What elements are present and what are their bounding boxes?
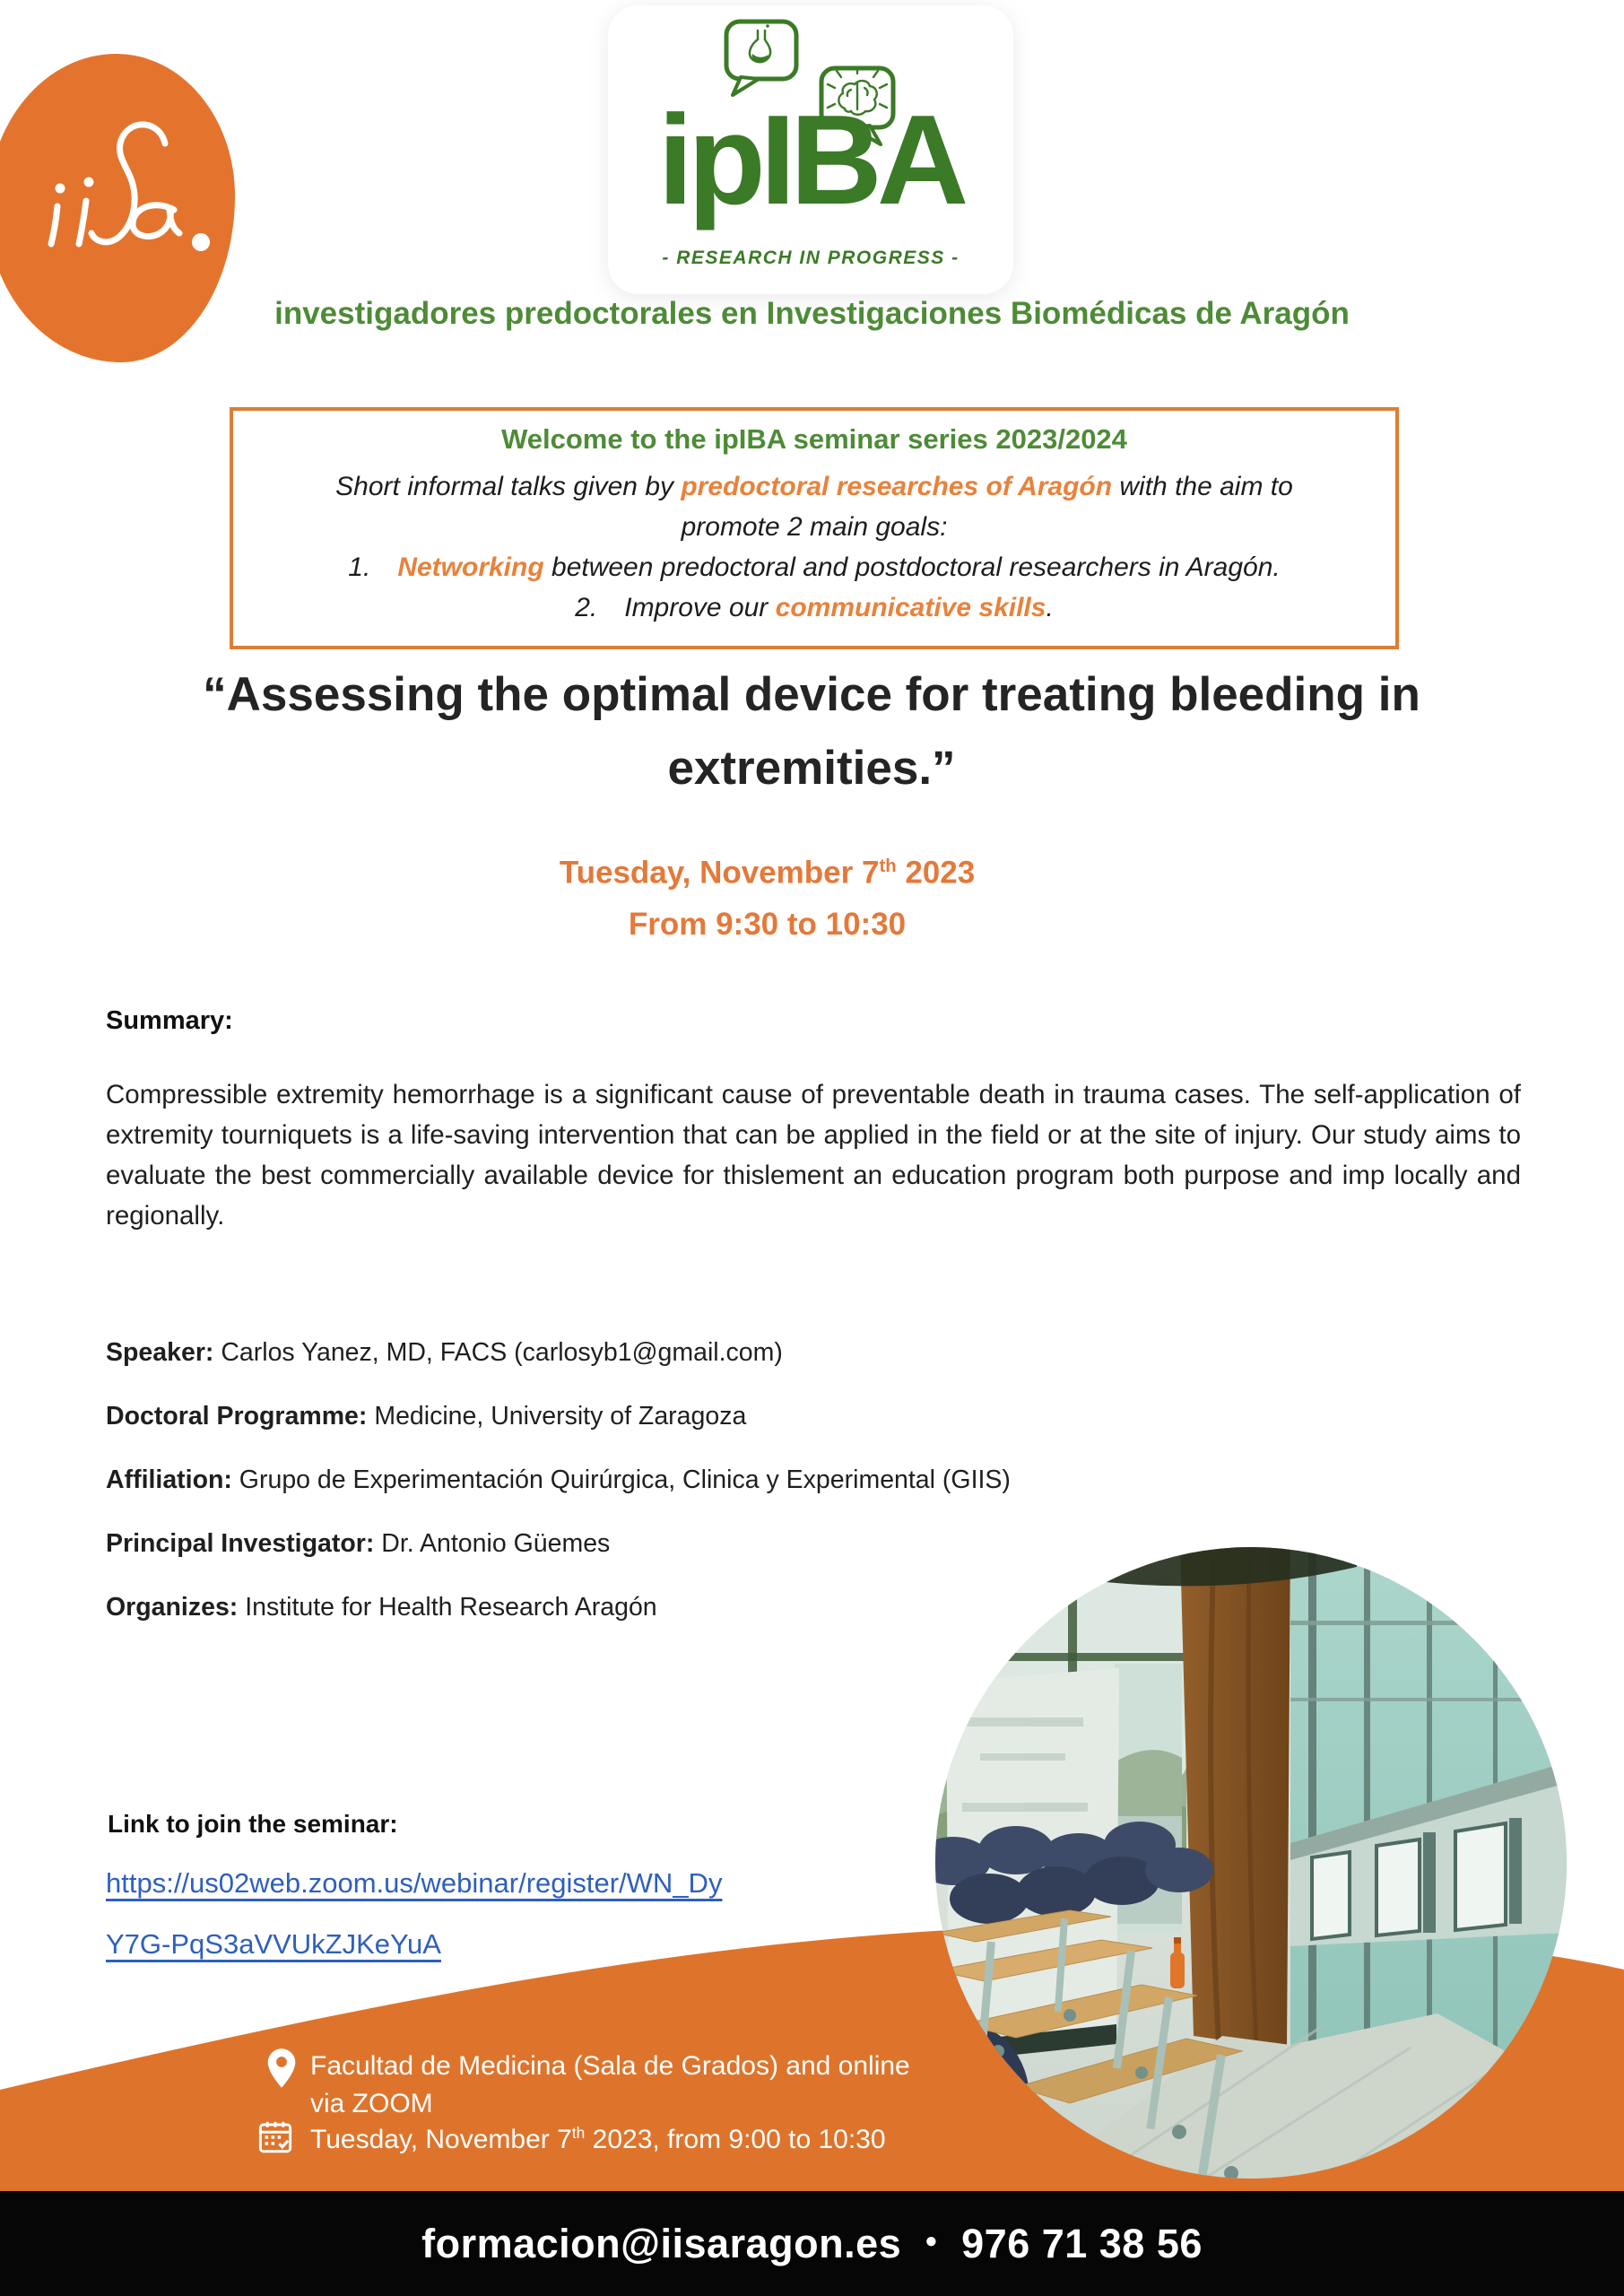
seminar-time-line: From 9:30 to 10:30 (628, 906, 907, 942)
goal-1-highlight: Networking (397, 552, 544, 582)
welcome-title: Welcome to the ipIBA seminar series 2023/2024 (501, 423, 1127, 455)
location-line1: Facultad de Medicina (Sala de Grados) and online (310, 2051, 910, 2081)
zoom-register-link-line1[interactable]: https://us02web.zoom.us/webinar/register/WN_Dy (106, 1867, 723, 1899)
contact-email: formacion@iisaragon.es (421, 2220, 902, 2266)
detail-organizes (106, 1593, 1011, 1622)
seminar-room-photo (935, 1547, 1567, 2179)
goal-2-post: . (1046, 593, 1054, 622)
detail-affiliation-label: Affiliation: (106, 1465, 232, 1494)
date-post: 2023 (896, 855, 976, 891)
footer-date-text (310, 2124, 886, 2155)
detail-organizes-label: Organizes: (106, 1593, 239, 1622)
contact-phone: 976 71 38 56 (961, 2220, 1203, 2266)
detail-pi-label: Principal Investigator: (106, 1529, 375, 1558)
detail-pi-value: Dr. Antonio Güemes (374, 1529, 611, 1558)
goal-2-pre: Improve our (624, 593, 776, 622)
ipiba-tagline: - RESEARCH IN PROGRESS - (662, 248, 960, 268)
footer-date-ordinal: th (571, 2124, 586, 2142)
detail-affiliation-value: Grupo de Experimentación Quirúrgica, Clinica y Experimental (GIIS) (231, 1465, 1011, 1494)
ipiba-logo-card (608, 5, 1013, 294)
footer-date-pre: Tuesday, November 7 (310, 2125, 572, 2154)
date-pre: Tuesday, November 7 (559, 855, 880, 891)
detail-speaker (106, 1338, 1011, 1368)
detail-doctoral-programme (106, 1402, 1011, 1431)
detail-speaker-value: Carlos Yanez, MD, FACS (carlosyb1@gmail.com) (213, 1338, 783, 1367)
location-pin-icon (266, 2048, 297, 2089)
goal-1-number: 1. (348, 552, 371, 582)
detail-organizes-value: Institute for Health Research Aragón (238, 1593, 657, 1622)
seminar-datetime (0, 841, 1579, 950)
location-line2: via ZOOM (310, 2089, 433, 2118)
location-text (310, 2048, 910, 2123)
goal-1 (251, 547, 1377, 587)
summary-label: Summary: (106, 1006, 233, 1035)
intro-highlight: predoctoral researches of Aragón (681, 472, 1113, 501)
summary-body: Compressible extremity hemorrhage is a significant cause of preventable death in trauma cases. The self-application of extremity tourniquets is a life-saving intervention that can be applied in the field or at the site of injury. Our study aims to evaluate the best commercially available device for thislement an education program both purpose and imp locally and regionally. (106, 1080, 1521, 1231)
ipiba-subtitle: investigadores predoctorales en Investigaciones Biomédicas de Aragón (274, 296, 1350, 331)
contact-bar (0, 2191, 1624, 2296)
detail-programme-label: Doctoral Programme: (106, 1402, 368, 1431)
join-link-label: Link to join the seminar: (108, 1810, 398, 1838)
goal-2 (251, 587, 1377, 628)
seminar-date-line (0, 841, 1579, 899)
detail-affiliation (106, 1465, 1011, 1495)
welcome-intro-line1 (251, 466, 1377, 507)
detail-speaker-label: Speaker: (106, 1338, 214, 1367)
detail-principal-investigator (106, 1529, 1011, 1559)
goal-1-rest: between predoctoral and postdoctoral researchers in Aragón. (543, 552, 1281, 582)
goal-2-number: 2. (575, 593, 598, 622)
welcome-box (230, 407, 1399, 649)
dot-separator-icon: ● (925, 2228, 939, 2253)
detail-programme-value: Medicine, University of Zaragoza (367, 1402, 747, 1431)
intro-post: with the aim to (1112, 472, 1293, 501)
zoom-register-link-line2[interactable]: Y7G-PqS3aVVUkZJKeYuA (106, 1928, 441, 1960)
date-ordinal: th (879, 857, 897, 876)
goal-2-highlight: communicative skills (775, 593, 1046, 622)
seminar-title: “Assessing the optimal device for treating bleeding in extremities.” (203, 668, 1420, 795)
intro-pre: Short informal talks given by (335, 472, 682, 501)
footer-date-post: 2023, from 9:00 to 10:30 (585, 2125, 886, 2154)
seminar-details (106, 1338, 1011, 1657)
calendar-icon (256, 2118, 294, 2156)
welcome-intro-line2: promote 2 main goals: (681, 512, 948, 542)
ipiba-wordmark: ipIBA (657, 89, 964, 231)
